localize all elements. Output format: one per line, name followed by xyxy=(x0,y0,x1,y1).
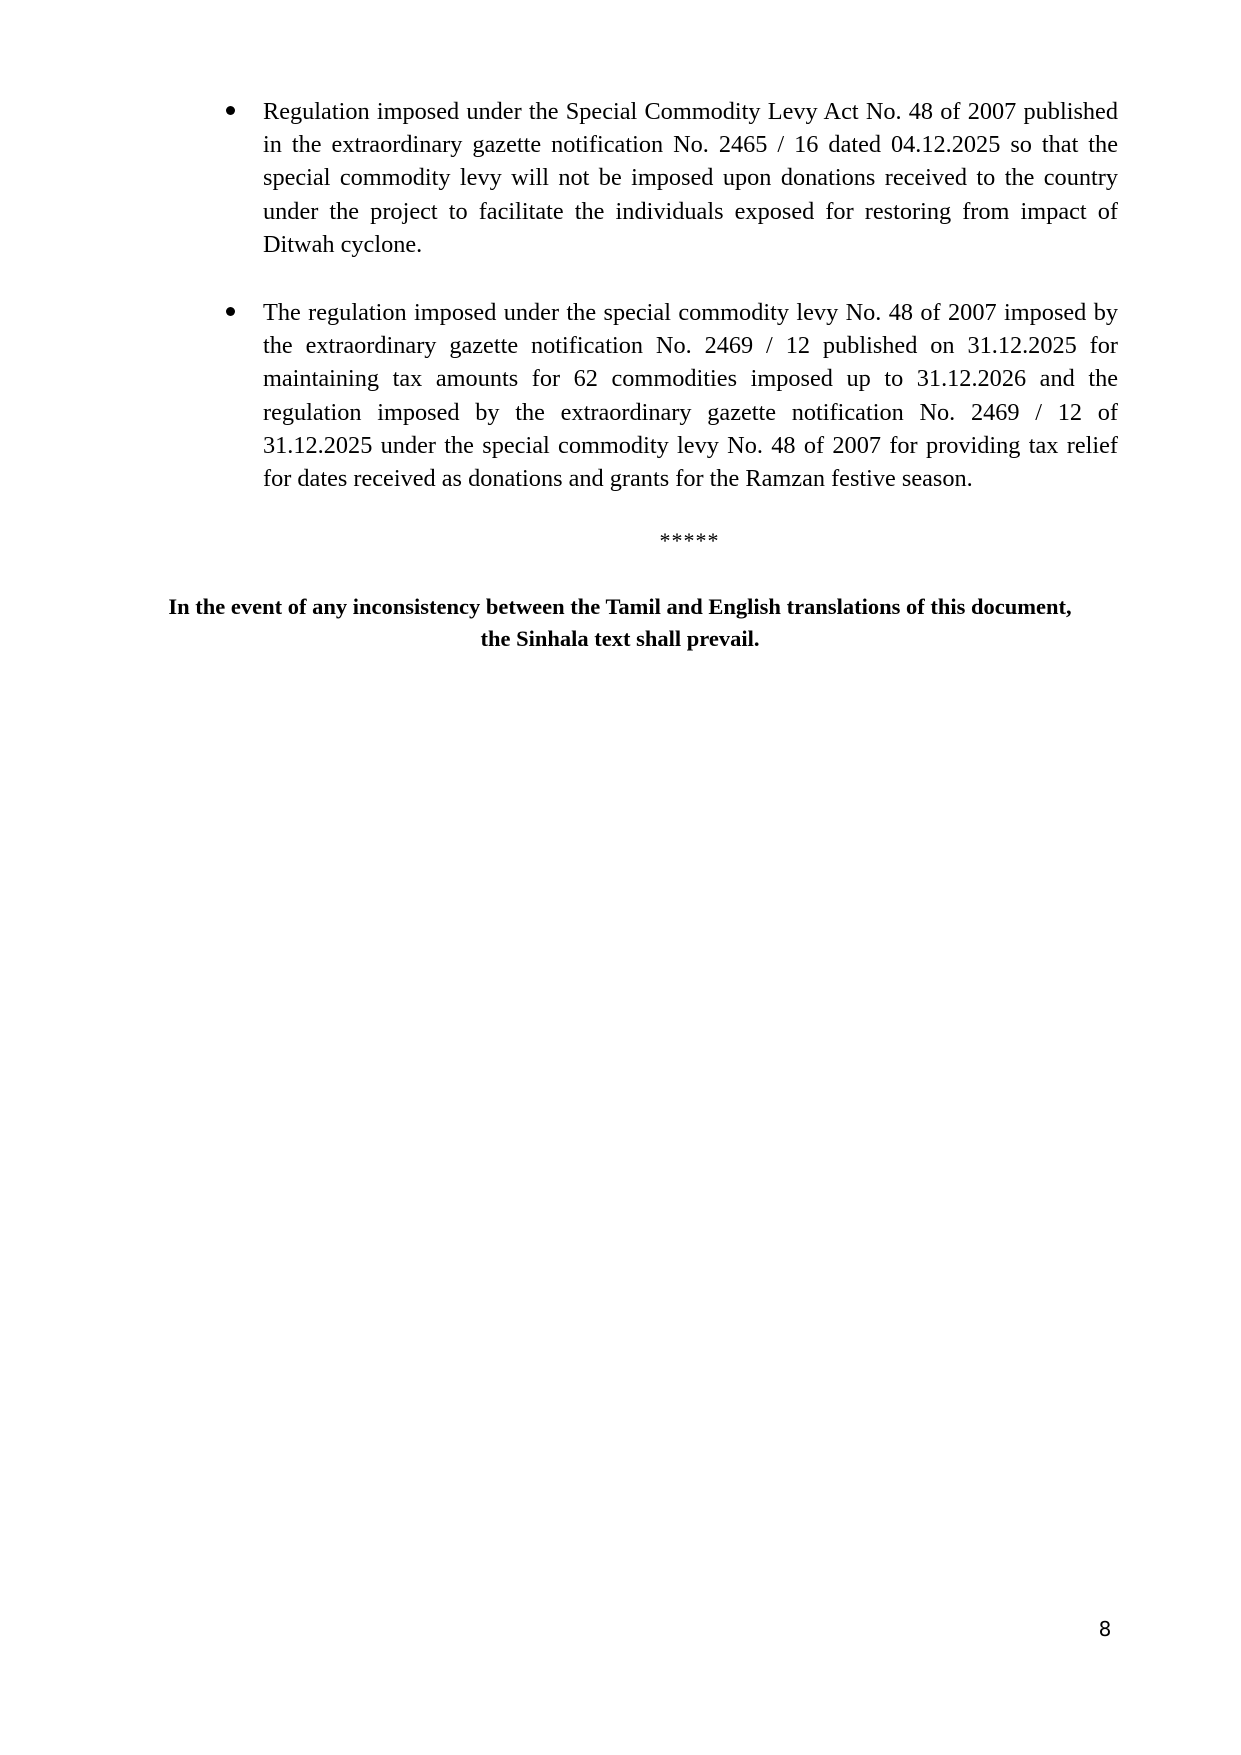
bullet-icon xyxy=(226,106,235,115)
list-item xyxy=(218,296,1118,495)
disclaimer-line-2: the Sinhala text shall prevail. xyxy=(480,626,760,651)
bullet-text: Regulation imposed under the Special Commodity Levy Act No. 48 of 2007 published in the extraordinary gazette notification No. 2465 / 16 dated 04.12.2025 so that the special commodity levy will not be imposed upon donations received to the country under the project to facilitate the individuals exposed for restoring from impact of Ditwah cyclone. xyxy=(263,98,1118,258)
translation-disclaimer xyxy=(120,591,1120,655)
bullet-icon xyxy=(226,307,235,316)
page-number: 8 xyxy=(1098,1617,1112,1641)
disclaimer-line-1: In the event of any inconsistency between the Tamil and English translations of this document, xyxy=(168,594,1072,619)
bullet-list xyxy=(218,95,1118,530)
bullet-text: The regulation imposed under the special commodity levy No. 48 of 2007 imposed by the extraordinary gazette notification No. 2469 / 12 published on 31.12.2025 for maintaining tax amounts for 62 commodities imposed up to 31.12.2026 and the regulation imposed by the extraordinary gazette notification No. 2469 / 12 of 31.12.2025 under the special commodity levy No. 48 of 2007 for providing tax relief for dates received as donations and grants for the Ramzan festive season. xyxy=(263,299,1118,493)
section-separator: ***** xyxy=(659,528,720,553)
list-item xyxy=(218,95,1118,261)
